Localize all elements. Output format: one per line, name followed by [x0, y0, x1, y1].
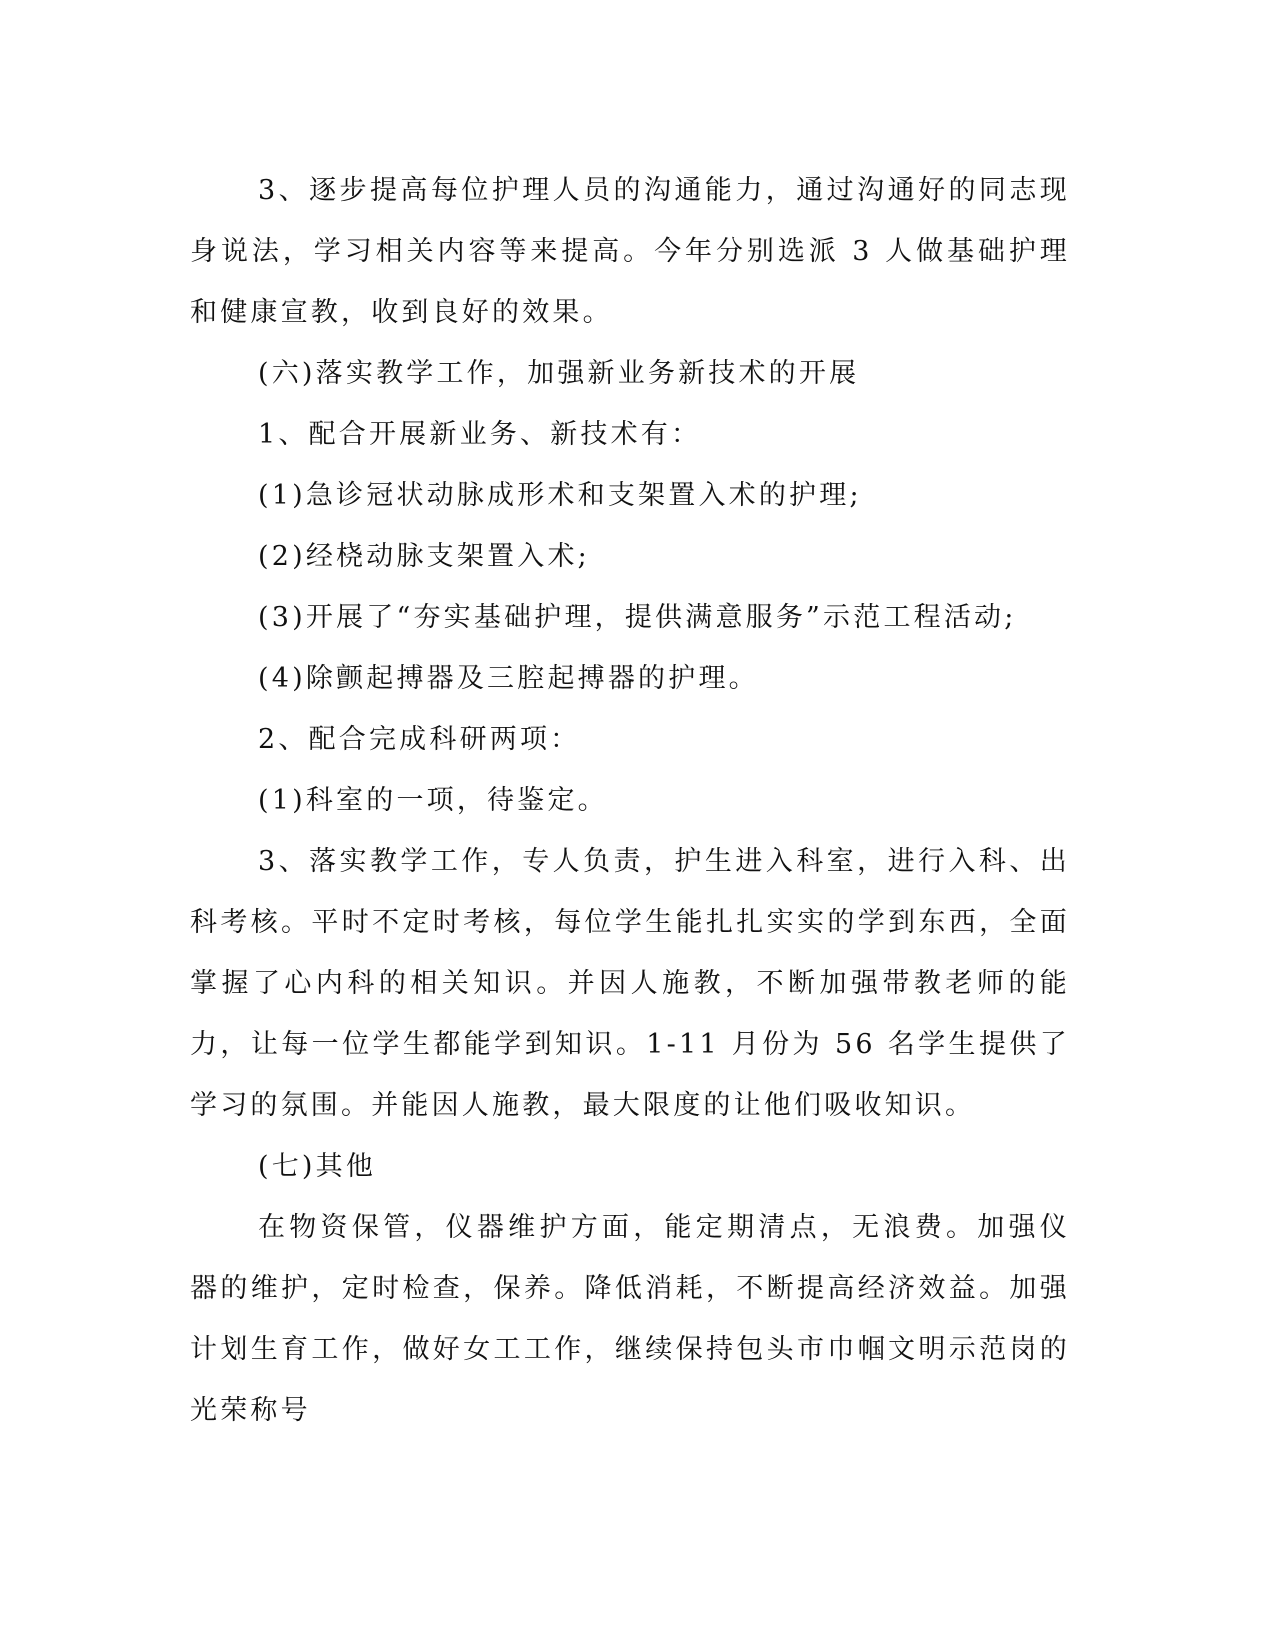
paragraph-communication: 3、逐步提高每位护理人员的沟通能力，通过沟通好的同志现身说法，学习相关内容等来提高。今年分别选派 3 人做基础护理和健康宣教，收到良好的效果。: [190, 175, 1070, 328]
list-item-3: (3)开展了“夯实基础护理，提供满意服务”示范工程活动;: [258, 602, 1017, 633]
paragraph-new-business: 1、配合开展新业务、新技术有：: [258, 419, 702, 450]
list-item-4: (4)除颤起搏器及三腔起搏器的护理。: [258, 663, 759, 694]
list-item-2: (2)经桡动脉支架置入术;: [258, 541, 590, 572]
list-item-research-1: (1)科室的一项，待鉴定。: [258, 785, 608, 816]
section-heading-other: (七)其他: [258, 1151, 377, 1182]
paragraph-research: 2、配合完成科研两项：: [258, 724, 581, 755]
document-body: [190, 160, 1070, 1441]
list-item-1: (1)急诊冠状动脉成形术和支架置入术的护理;: [258, 480, 862, 511]
paragraph-teaching-work: 3、落实教学工作，专人负责，护生进入科室，进行入科、出科考核。平时不定时考核，每位学生能扎扎实实的学到东西，全面掌握了心内科的相关知识。并因人施教，不断加强带教老师的能力，让每一位学生都能学到知识。1-11 月份为 56 名学生提供了学习的氛围。并能因人施教，最大限度的让他们吸收知识。: [190, 846, 1070, 1121]
paragraph-other: 在物资保管，仪器维护方面，能定期清点，无浪费。加强仪器的维护，定时检查，保养。降低消耗，不断提高经济效益。加强计划生育工作，做好女工工作，继续保持包头市巾帼文明示范岗的光荣称号: [190, 1212, 1070, 1426]
section-heading-teaching: (六)落实教学工作，加强新业务新技术的开展: [258, 358, 860, 389]
